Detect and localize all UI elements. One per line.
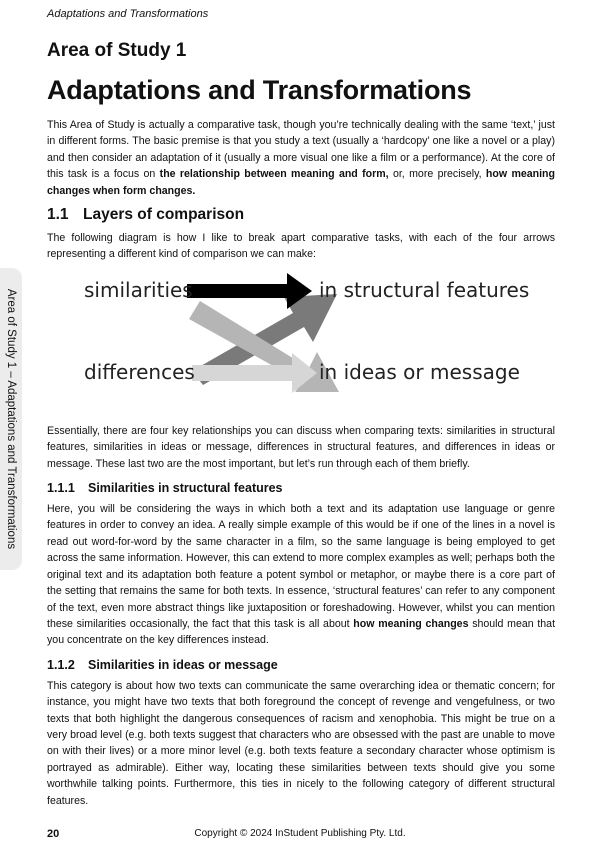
arrow-differences-ideas (192, 353, 317, 393)
comparison-diagram (47, 267, 555, 417)
side-tab-label: Area of Study 1 – Adaptations and Transformations (5, 288, 17, 550)
section-1-1-1-text-2: should mean that you concentrate on the key differences instead. (47, 617, 556, 647)
intro-text-2: or, more precisely, (388, 168, 486, 181)
section-1-1-2-paragraph: This category is about how two texts can communicate the same overarching idea or thematic concern; for instance, you might have two texts that both foreground the concept of revenge and vengefulness, or two texts that both highlight the dangerous consequences of racism and xenophobia. This might be true on a very broad level (e.g. both texts suggest that characters who are obsessed with the past are unable to move on with their lives) or a more minor level (e.g. both texts feature a secondary character whose optimism is portrayed as admirable). Either way, locating these similarities between texts should give you some worthwhile talking points. Furthermore, this ties in nicely to the following category of different structural features. (47, 679, 555, 807)
section-1-1-1-paragraph (47, 501, 555, 649)
section-1-1-1-text-1: Here, you will be considering the ways in which both a text and its adaptation use language or genre features in order to convey an idea. A really simple example of this would be if one of the lines in a novel is read out word-for-word by the same character in a film, so the same language is being employed to get across the same information. However, this can extend to more complex examples as well; perhaps both the original text and its adaptation both feature a potent symbol or metaphor, or maybe there is a core part of the setting that remains the same for both texts. In essence, ‘structural features’ can refer to any component of the text, even more abstract things like juxtaposition or foreshadowing. However, whilst you can mention these similarities occasionally, the fact that this task is all about (47, 503, 555, 630)
heading-number: 1.1.2 (47, 657, 75, 672)
heading-number: 1.1 (47, 206, 69, 224)
heading-1-1 (47, 204, 555, 226)
heading-title: Layers of comparison (83, 206, 245, 224)
heading-title: Similarities in structural features (88, 481, 283, 496)
page-content (47, 38, 555, 809)
intro-bold-2: how meaning changes when form changes. (47, 168, 555, 197)
section-1-1-paragraph: The following diagram is how I like to break apart comparative tasks, with each of the four arrows representing a different kind of comparison we can make: (47, 232, 555, 261)
page-title: Adaptations and Transformations (47, 75, 472, 105)
after-diagram-paragraph: Essentially, there are four key relationships you can discuss when comparing texts: similarities in structural features, similarities in ideas or message, differences in structural features, and differences in ideas or message. These last two are the most important, but let’s run through each of them briefly. (47, 424, 555, 470)
running-header: Adaptations and Transformations (47, 8, 209, 20)
heading-1-1-1 (47, 479, 555, 497)
heading-number: 1.1.1 (47, 481, 75, 496)
copyright-notice: Copyright © 2024 InStudent Publishing Pty. Ltd. (194, 828, 406, 839)
diagram-label-structural-features: in structural features (319, 277, 530, 302)
intro-text-1: This Area of Study is actually a comparative task, though you’re technically dealing with the same ‘text,’ just in different forms. The basic premise is that you study a text (usually a ‘hardcopy’ one like a novel or a play) and then consider an adaptation of it (usually a more visual one like a film or a performance). At the core of this task is a focus on (47, 119, 555, 181)
section-label: Area of Study 1 (47, 40, 187, 61)
intro-bold-1: the relationship between meaning and form, (159, 168, 389, 181)
diagram-label-similarities: similarities (84, 277, 193, 302)
heading-1-1-2 (47, 656, 555, 674)
section-1-1-1-bold: how meaning changes (353, 617, 469, 630)
intro-paragraph (47, 117, 555, 199)
diagram-label-ideas-or-message: in ideas or message (319, 359, 520, 384)
heading-title: Similarities in ideas or message (88, 657, 278, 672)
page-number: 20 (47, 828, 60, 840)
diagram-label-differences: differences (84, 359, 195, 384)
arrow-similarities-structural (187, 273, 312, 309)
